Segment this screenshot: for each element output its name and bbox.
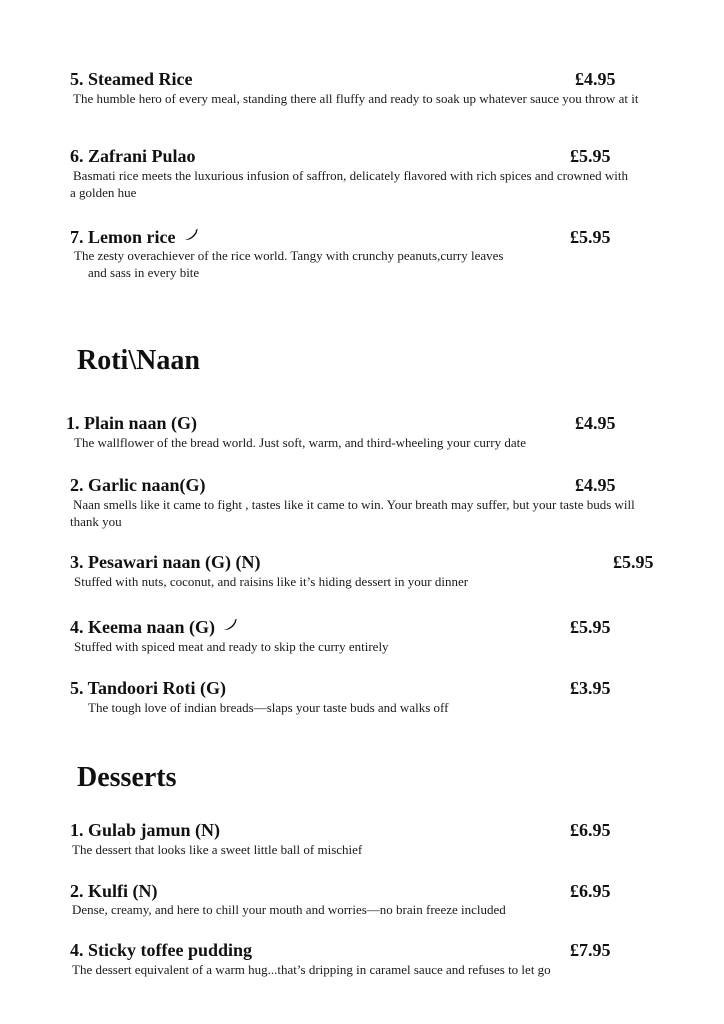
item-price: £6.95 (570, 881, 611, 901)
item-description: Stuffed with spiced meat and ready to skip the curry entirely (74, 639, 389, 654)
item-name: 2. Kulfi (N) (70, 881, 158, 901)
item-price: £3.95 (570, 678, 611, 698)
item-name: 1. Gulab jamun (N) (70, 820, 221, 840)
item-description: Dense, creamy, and here to chill your mouth and worries—no brain freeze included (72, 902, 506, 917)
item-description: and sass in every bite (88, 265, 200, 280)
item-price: £4.95 (575, 475, 616, 495)
item-name: 5. Steamed Rice (70, 69, 193, 89)
chili-icon (184, 229, 198, 241)
item-name: 4. Keema naan (G) (70, 617, 215, 637)
item-description: The dessert equivalent of a warm hug...that’s dripping in caramel sauce and refuses to let go (72, 962, 551, 977)
item-description: The dessert that looks like a sweet little ball of mischief (72, 842, 363, 857)
menu-item-lemon-rice (70, 227, 198, 247)
item-name: 3. Pesawari naan (G) (N) (70, 552, 261, 572)
item-price: £4.95 (575, 413, 616, 433)
section-heading-roti-naan: Roti\Naan (77, 345, 200, 376)
item-name: 4. Sticky toffee pudding (70, 940, 253, 960)
menu-item-keema-naan (70, 617, 237, 637)
item-name: 6. Zafrani Pulao (70, 146, 196, 166)
item-description: The zesty overachiever of the rice world. Tangy with crunchy peanuts,curry leaves (74, 248, 504, 263)
item-description: Naan smells like it came to fight , tastes like it came to win. Your breath may suffer, but your taste buds will thank you (70, 497, 635, 529)
item-name: 5. Tandoori Roti (G) (70, 678, 227, 698)
item-description: The humble hero of every meal, standing there all fluffy and ready to soak up whatever sauce you throw at it (73, 91, 639, 106)
item-description: Basmati rice meets the luxurious infusion of saffron, delicately flavored with rich spices and crowned with a golden hue (70, 168, 628, 200)
item-name: 2. Garlic naan(G) (70, 475, 206, 495)
item-price: £5.95 (613, 552, 654, 572)
item-price: £7.95 (570, 940, 611, 960)
item-description: Stuffed with nuts, coconut, and raisins like it’s hiding dessert in your dinner (74, 574, 469, 589)
section-heading-desserts: Desserts (77, 762, 177, 793)
chili-icon (223, 619, 237, 631)
item-description: The wallflower of the bread world. Just soft, warm, and third-wheeling your curry date (74, 435, 526, 450)
item-name: 1. Plain naan (G) (66, 413, 198, 433)
item-description: The tough love of indian breads—slaps your taste buds and walks off (88, 700, 449, 715)
item-price: £6.95 (570, 820, 611, 840)
item-price: £5.95 (570, 146, 611, 166)
item-price: £5.95 (570, 227, 611, 247)
item-price: £4.95 (575, 69, 616, 89)
item-name: 7. Lemon rice (70, 227, 176, 247)
item-price: £5.95 (570, 617, 611, 637)
